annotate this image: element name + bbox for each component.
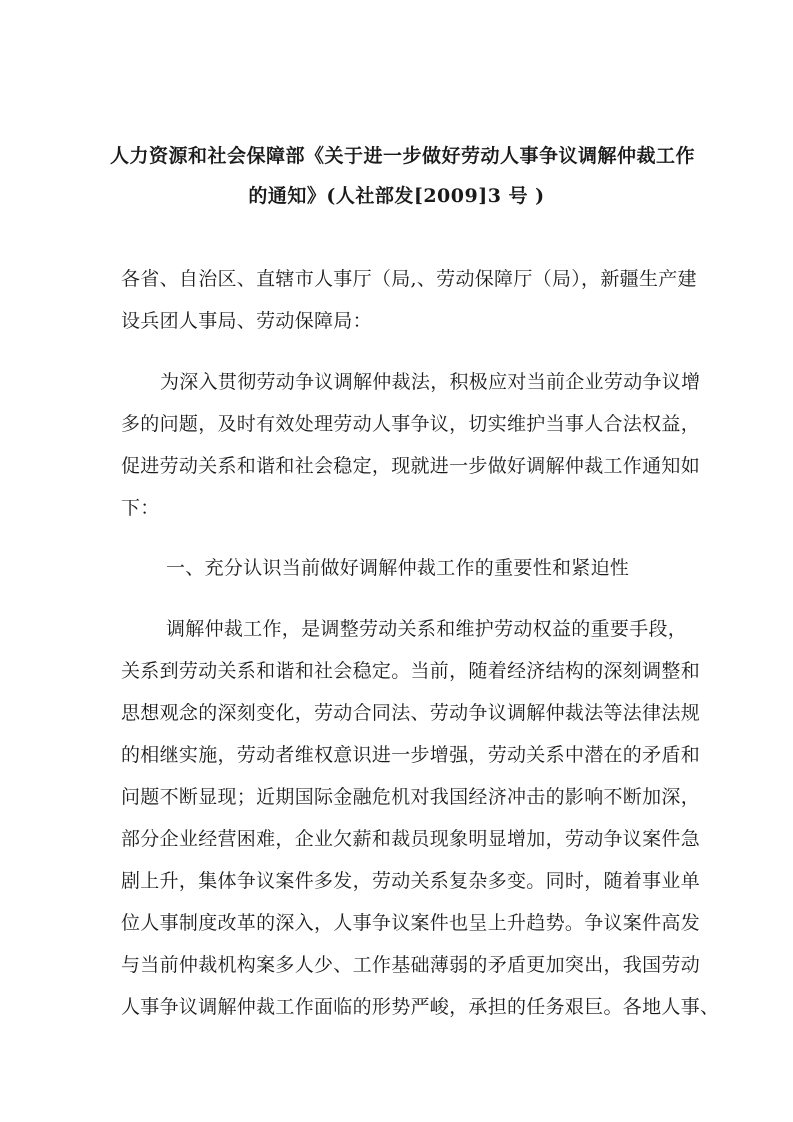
document-title-line-2: 的通知》(人社部发[2009]3 号 ) <box>248 185 545 207</box>
paragraph-line: 位人事制度改革的深入，人事争议案件也呈上升趋势。争议案件高发 <box>121 912 701 934</box>
paragraph-line: 思想观念的深刻变化，劳动合同法、劳动争议调解仲裁法等法律法规 <box>121 702 701 724</box>
paragraph-line: 的相继实施，劳动者维权意识进一步增强，劳动关系中潜在的矛盾和 <box>121 744 701 766</box>
paragraph-line: 调解仲裁工作，是调整劳动关系和维护劳动权益的重要手段， <box>166 618 688 640</box>
paragraph-line: 为深入贯彻劳动争议调解仲裁法，积极应对当前企业劳动争议增 <box>160 371 701 393</box>
paragraph-line: 人事争议调解仲裁工作面临的形势严峻，承担的任务艰巨。各地人事、 <box>121 996 720 1018</box>
section-heading: 一、充分认识当前做好调解仲裁工作的重要性和紧迫性 <box>166 557 630 579</box>
paragraph-line: 剧上升，集体争议案件多发，劳动关系复杂多变。同时，随着事业单 <box>121 870 701 892</box>
addressee-line-1: 各省、自治区、直辖市人事厅（局,、劳动保障厅（局），新疆生产建 <box>121 268 697 290</box>
paragraph-line: 下： <box>121 497 160 519</box>
paragraph-line: 关系到劳动关系和谐和社会稳定。当前，随着经济结构的深刻调整和 <box>121 660 701 682</box>
addressee-line-2: 设兵团人事局、劳动保障局： <box>121 310 372 332</box>
paragraph-line: 问题不断显现；近期国际金融危机对我国经济冲击的影响不断加深， <box>121 786 701 808</box>
paragraph-line: 促进劳动关系和谐和社会稳定，现就进一步做好调解仲裁工作通知如 <box>121 455 701 477</box>
paragraph-line: 部分企业经营困难，企业欠薪和裁员现象明显增加，劳动争议案件急 <box>121 828 701 850</box>
paragraph-line: 多的问题，及时有效处理劳动人事争议，切实维护当事人合法权益， <box>121 413 701 435</box>
paragraph-line: 与当前仲裁机构案多人少、工作基础薄弱的矛盾更加突出，我国劳动 <box>121 954 701 976</box>
document-title-line-1: 人力资源和社会保障部《关于进一步做好劳动人事争议调解仲裁工作 <box>110 145 696 167</box>
